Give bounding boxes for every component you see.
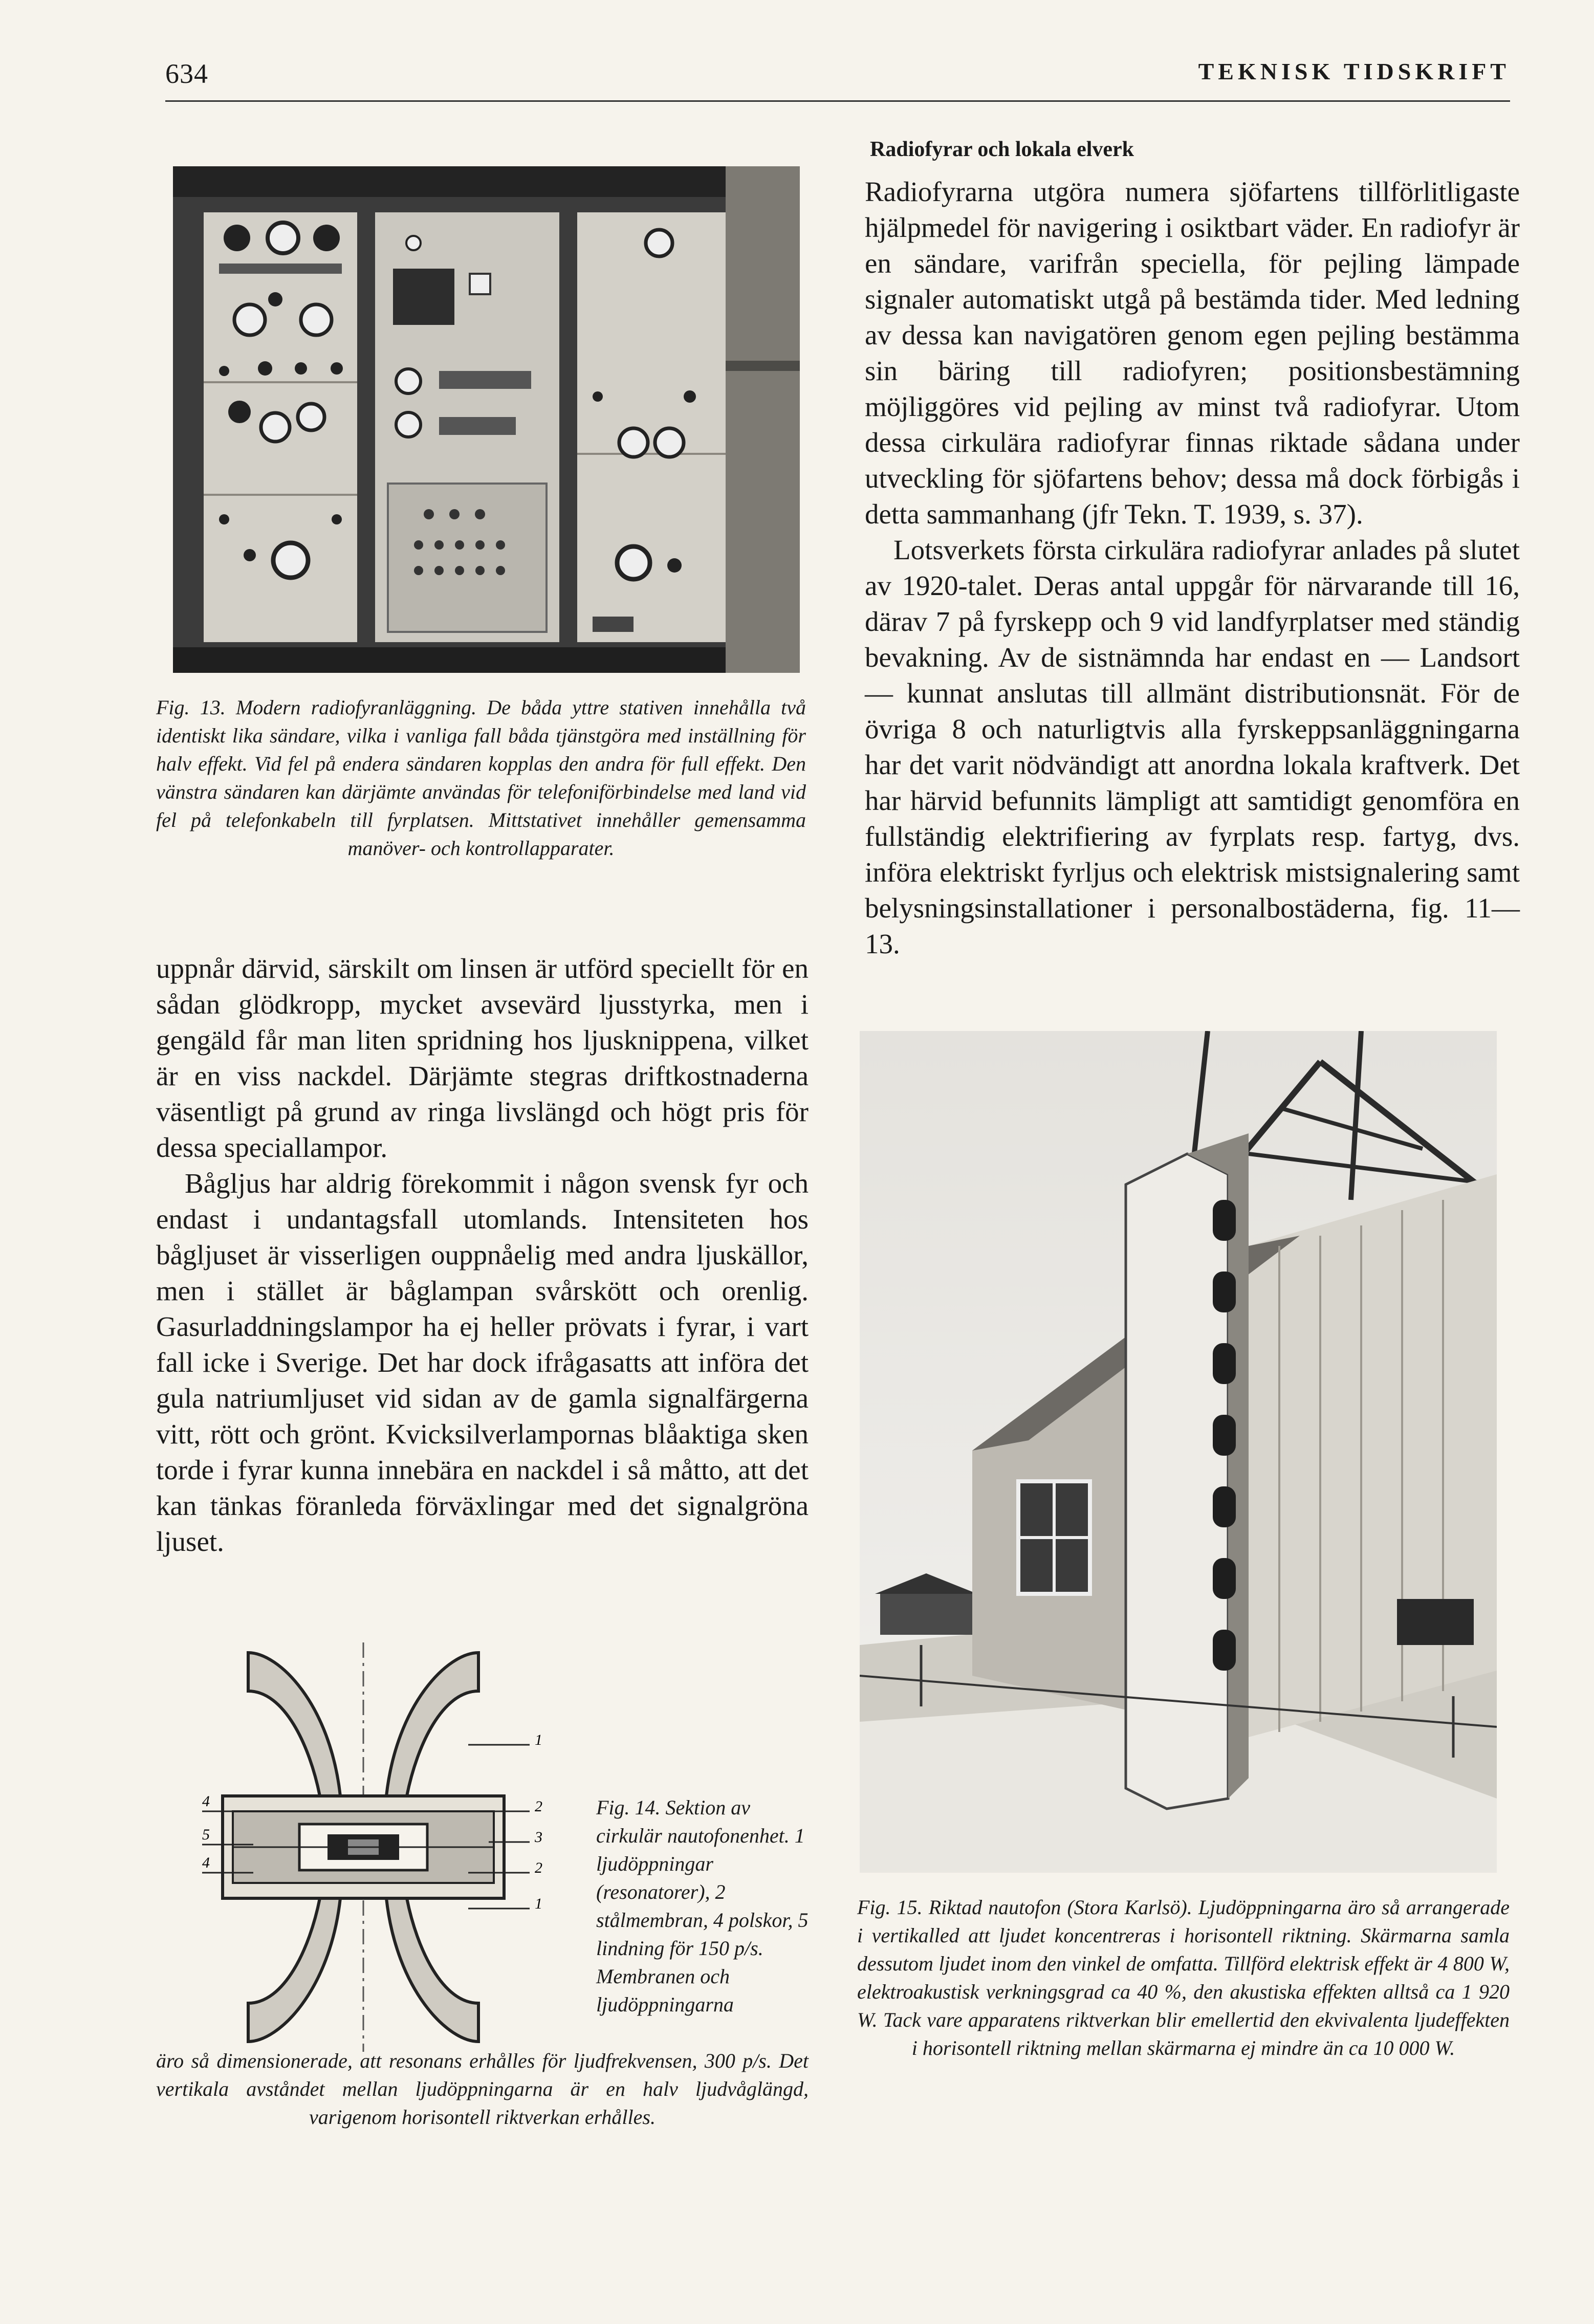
section-title: Radiofyrar och lokala elverk — [870, 138, 1134, 161]
fig14-label-5: 5 — [202, 1826, 210, 1843]
left-paragraph-2: Bågljus har aldrig förekommit i någon svensk fyr och endast i undantagsfall utomlands. Intensiteten hos bågljuset är visserligen ouppnåelig med andra ljuskällor, men i stället är båglampan svårskött och orenlig. Gasurladdningslampor ha ej heller prövats i fyrar, i vart fall icke i Sverige. Det har dock ifrågasatts att införa det gula natriumljuset vid sidan av de gamla signalfärgerna vitt, rött och grönt. Kvicksilverlampornas blåaktiga sken torde i fyrar kunna innebära en nackdel i så måtto, att det kan tänkas föranleda förväxlingar med det signalgröna ljuset. — [156, 1168, 809, 1557]
page-number: 634 — [165, 58, 208, 89]
left-paragraph-1: uppnår därvid, särskilt om linsen är utförd speciellt för en sådan glödkropp, mycket avsevärd ljusstyrka, men i gengäld får man liten spridning hos ljusknippena, vilket är en viss nackdel. Därjämte stegras driftkostnaderna väsentligt på grund av ringa livslängd och högt pris för dessa speciallampor. — [156, 953, 809, 1163]
fig14-label-2-top: 2 — [535, 1798, 542, 1815]
fig14-caption-bottom: äro så dimensionerade, att resonans erhålles för ljudfrekvensen, 300 p/s. Det vertikala avståndet mellan ljudöppningarna är en halv ljudvåglängd, varigenom horisontell riktverkan erhålles. — [156, 2049, 809, 2129]
fig14-label-2-bottom: 2 — [535, 1859, 542, 1876]
fig15-photo — [860, 1031, 1497, 1873]
fig14-drawing — [202, 1642, 591, 2052]
fig14-label-3: 3 — [535, 1829, 542, 1846]
fig14-caption-side: Fig. 14. Sektion av cirkulär nautofonenhet. 1 ljudöppningar (resonatorer), 2 stålmembran, 4 polskor, 5 lindning för 150 p/s. Membranen och ljudöppningarna — [596, 1796, 809, 2016]
fig14-label-1: 1 — [535, 1731, 542, 1748]
header-rule — [165, 100, 1510, 102]
right-body-text — [865, 174, 1520, 962]
fig13-photo — [173, 166, 800, 673]
fig14-label-4-bottom: 4 — [202, 1854, 210, 1871]
right-paragraph-1: Radiofyrarna utgöra numera sjöfartens tillförlitligaste hjälpmedel för navigering i osiktbart väder. En radiofyr är en sändare, varifrån speciella, för pejling lämpade signaler automatiskt utgå på bestämda tider. Med ledning av dessa kan navigatören genom egen pejling bestämma sin bäring till radiofyren; positionsbestämning möjliggöres vid pejling av minst två radiofyrar. Utom dessa cirkulära radiofyrar finnas riktade sådana under utveckling för sjöfartens behov; dessa må dock förbigås i detta sammanhang (jfr Tekn. T. 1939, s. 37). — [865, 176, 1520, 530]
fig14-label-1-bottom: 1 — [535, 1895, 542, 1912]
fig14-label-4-top: 4 — [202, 1793, 210, 1810]
fig15-caption: Fig. 15. Riktad nautofon (Stora Karlsö). Ljudöppningarna äro så arrangerade i vertikalled att ljudet koncentreras i horisontell riktning. Skärmarna samla dessutom ljudet inom den vinkel de omfatta. Tillförd elektrisk effekt är 4 800 W, elektroakustisk verkningsgrad ca 40 %, den akustiska effekten alltså ca 1 920 W. Tack vare apparatens riktverkan blir emellertid den ekvivalenta ljudeffekten i horisontell riktning mellan skärmarna ej mindre än ca 10 000 W. — [857, 1896, 1510, 2059]
right-paragraph-2: Lotsverkets första cirkulära radiofyrar anlades på slutet av 1920-talet. Deras antal uppgår för närvarande till 16, därav 7 på fyrskepp och 9 vid landfyrplatser med ständig bevakning. Av de sistnämnda har endast en — Landsort — kunnat anslutas till allmänt distributionsnät. För de övriga 8 och naturligtvis alla fyrskeppsanläggningarna har det varit nödvändigt att anordna lokala kraftverk. Det har härvid befunnits lämpligt att samtidigt genomföra en fullständig elektrifiering av fyrplats resp. fartyg, dvs. införa elektriskt fyrljus och elektrisk mistsignalering samt belysningsinstallationer i personalbostäderna, fig. 11—13. — [865, 534, 1520, 959]
fig13-caption: Fig. 13. Modern radiofyranläggning. De båda yttre stativen innehålla två identiskt lika sändare, vilka i vanliga fall båda tjänstgöra med inställning för halv effekt. Vid fel på endera sändaren kopplas den andra för full effekt. Den vänstra sändaren kan därjämte användas för telefoniförbindelse med land vid fel på telefonkabeln till fyrplatsen. Mittstativet innehåller gemensamma manöver- och kontrollapparater. — [156, 696, 806, 860]
journal-title: TEKNISK TIDSKRIFT — [1198, 58, 1510, 84]
left-body-text — [156, 951, 809, 1560]
